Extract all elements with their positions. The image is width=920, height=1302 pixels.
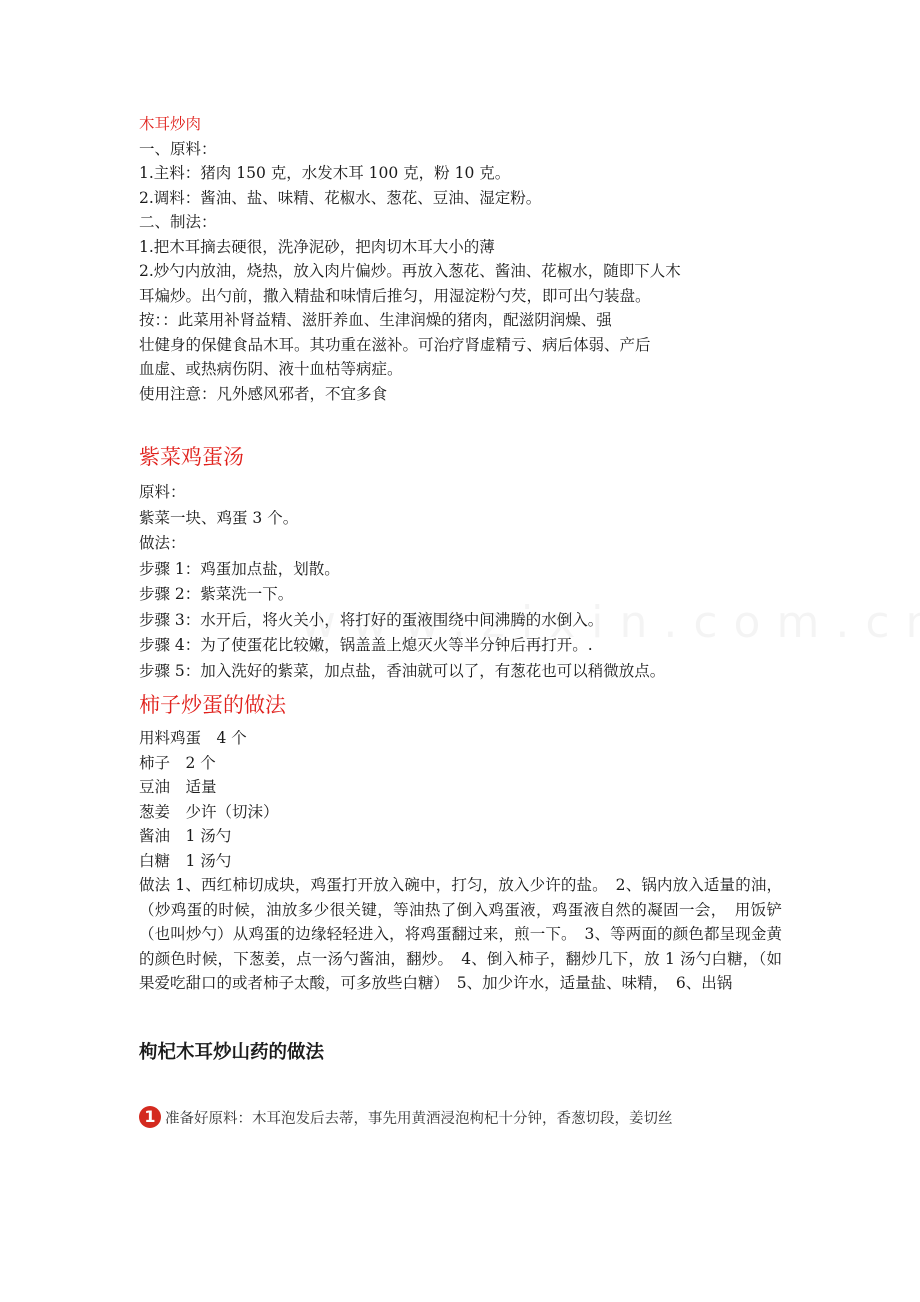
ingredient-line: 豆油 适量: [139, 778, 217, 796]
text-line: 原料：: [139, 483, 186, 501]
text-line: 1.把木耳摘去硬很，洗净泥砂，把肉切木耳大小的薄: [139, 237, 495, 256]
section-title: 木耳炒肉: [139, 115, 202, 133]
text-line: 壮健身的保健食品木耳。其功重在滋补。可治疗肾虚精亏、病后体弱、产后: [139, 335, 651, 354]
section-title: 柿子炒蛋的做法: [139, 693, 286, 717]
text-line: 紫菜一块、鸡蛋 3 个。: [139, 508, 299, 527]
text-line: 做法：: [139, 534, 186, 552]
section-mu-er-chao-rou: [139, 112, 789, 406]
step-item: [139, 1106, 789, 1130]
step-number: 1: [144, 1106, 156, 1126]
method-paragraph: 做法 1、西红柿切成块，鸡蛋打开放入碗中，打匀，放入少许的盐。 2、锅内放入适量的油，（炒鸡蛋的时候，油放多少很关键，等油热了倒入鸡蛋液，鸡蛋液自然的凝固一会， 用饭铲（也叫炒勺）从鸡蛋的边缘轻轻进入，将鸡蛋翻过来，煎一下。 3、等两面的颜色都呈现金黄的颜色时候，下葱姜，点一汤勺酱油，翻炒。 4、倒入柿子，翻炒几下，放 1 汤勺白糖，（如果爱吃甜口的或者柿子太酸，可多放些白糖） 5、加少许水，适量盐、味精， 6、出锅: [139, 876, 782, 992]
document-page: [139, 112, 789, 1130]
section-title: 枸杞木耳炒山药的做法: [139, 1041, 325, 1063]
text-line: 2.调料：酱油、盐、味精、花椒水、葱花、豆油、湿定粉。: [139, 188, 542, 207]
text-line: 步骤 3：水开后，将火关小，将打好的蛋液围绕中间沸腾的水倒入。: [139, 610, 604, 629]
step-number-badge-icon: [139, 1106, 163, 1130]
section-gou-qi-mu-er-shan-yao: [139, 1040, 789, 1130]
step-text: 准备好原料：木耳泡发后去蒂，事先用黄酒浸泡枸杞十分钟，香葱切段，姜切丝: [165, 1110, 673, 1127]
text-line: 步骤 4：为了使蛋花比较嫩，锅盖盖上熄灭火等半分钟后再打开。.: [139, 636, 593, 654]
text-line: 步骤 2：紫菜洗一下。: [139, 585, 294, 603]
text-line: 使用注意：凡外感风邪者，不宜多食: [139, 384, 388, 403]
text-line: 血虚、或热病伤阴、液十血枯等病症。: [139, 360, 403, 378]
ingredient-line: 葱姜 少许（切沫）: [139, 802, 279, 821]
text-line: 按：：此菜用补肾益精、滋肝养血、生津润燥的猪肉，配滋阴润燥、强: [139, 311, 612, 329]
ingredient-line: 用料鸡蛋 4 个: [139, 729, 247, 747]
text-line: 1.主料：猪肉 150 克，水发木耳 100 克，粉 10 克。: [139, 164, 511, 182]
section-zi-cai-ji-dan-tang: [139, 442, 789, 684]
ingredient-line: 酱油 1 汤勺: [139, 827, 232, 845]
section-title: 紫菜鸡蛋汤: [139, 445, 244, 469]
text-line: 步骤 1：鸡蛋加点盐，划散。: [139, 559, 340, 578]
section-shi-zi-chao-dan: [139, 690, 789, 996]
ingredient-line: 白糖 1 汤勺: [139, 851, 232, 870]
text-line: 步骤 5：加入洗好的紫菜，加点盐，香油就可以了，有葱花也可以稍微放点。: [139, 661, 666, 680]
ingredient-line: 柿子 2 个: [139, 753, 216, 772]
text-line: 二、制法：: [139, 213, 217, 231]
text-line: 一、原料：: [139, 139, 217, 158]
text-line: 耳煸炒。出勺前，撒入精盐和味情后推匀，用湿淀粉勺芡，即可出勺装盘。: [139, 286, 651, 305]
text-line: 2.炒勺内放油，烧热，放入肉片偏炒。再放入葱花、酱油、花椒水，随即下人木: [139, 262, 681, 280]
